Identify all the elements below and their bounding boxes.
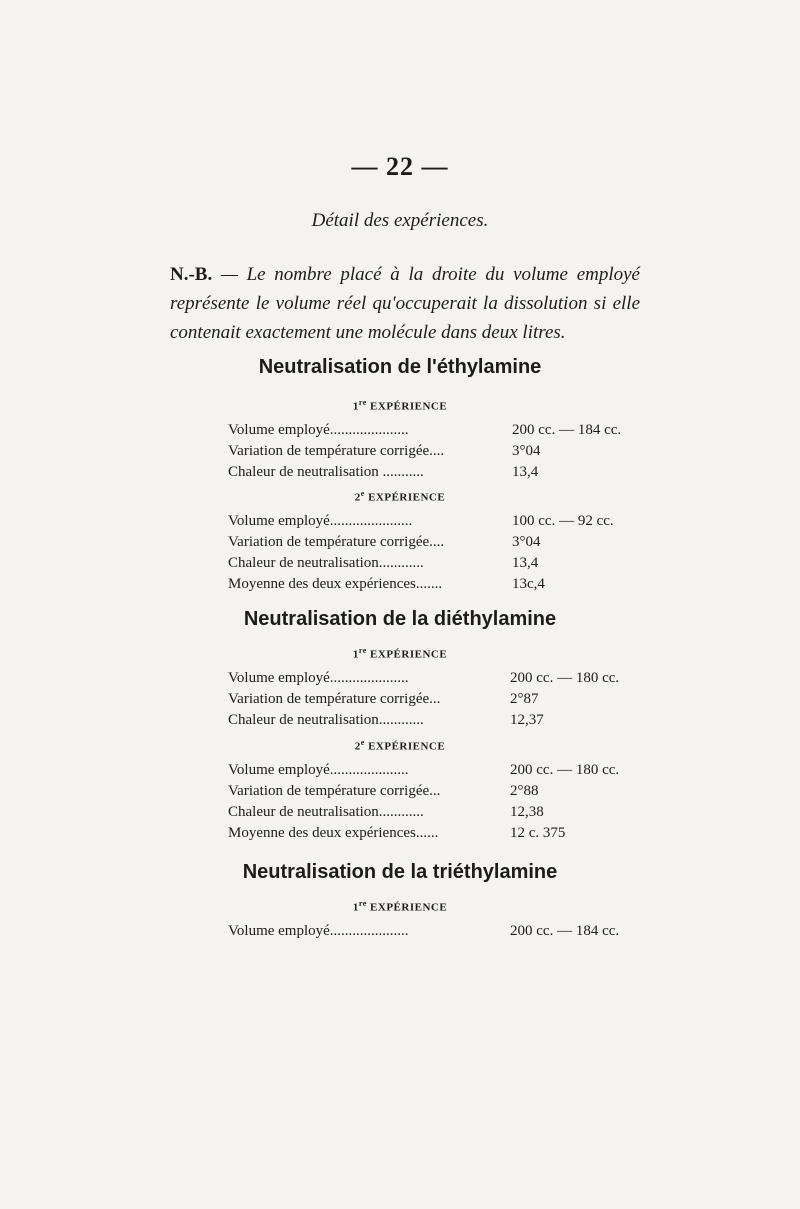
page-number: — 22 — [351,152,449,181]
row-value: 12,37 [510,712,544,728]
section-title-triethylamine: Neutralisation de la triéthylamine [242,861,558,883]
experiment-label: 1re EXPÉRIENCE [352,646,448,661]
table-row [228,710,648,731]
table-row [228,668,648,689]
row-value: 2°88 [510,783,539,799]
table-row [228,462,648,483]
table-row [228,441,648,462]
row-value: 12 c. 375 [510,825,566,841]
row-label: Chaleur de neutralisation ........... [228,464,424,480]
row-value: 200 cc. — 180 cc. [510,762,620,778]
experiment-label: 1re EXPÉRIENCE [352,398,448,413]
table-row [228,689,648,710]
note-lead: N.-B. [170,264,213,285]
row-label: Variation de température corrigée.... [228,443,445,459]
row-label: Moyenne des deux expériences...... [228,825,439,841]
row-value: 200 cc. — 180 cc. [510,670,620,686]
table-row [228,511,648,532]
note-text: — Le nombre placé à la droite du volume employé représente le volume réel qu'occuperait la dissolution si elle contenait exactement une molécule dans deux litres. [170,264,640,343]
section-title-diethylamine: Neutralisation de la diéthylamine [243,608,557,630]
experiment-label: 2e EXPÉRIENCE [354,489,446,504]
row-value: 100 cc. — 92 cc. [512,513,614,529]
row-label: Moyenne des deux expériences....... [228,576,443,592]
row-value: 3°04 [512,443,541,459]
row-label: Chaleur de neutralisation............ [228,804,424,820]
table-row [228,760,648,781]
row-label: Volume employé..................... [228,670,409,686]
row-label: Chaleur de neutralisation............ [228,712,424,728]
row-value: 12,38 [510,804,544,820]
average-row [228,823,648,844]
table-row [228,802,648,823]
table-row [228,532,648,553]
average-row [228,574,648,595]
row-value: 2°87 [510,691,539,707]
note-paragraph [170,260,640,347]
row-label: Variation de température corrigée.... [228,534,445,550]
row-value: 13c,4 [512,576,545,592]
row-value: 3°04 [512,534,541,550]
detail-title: Détail des expériences. [311,210,489,231]
row-label: Volume employé..................... [228,422,409,438]
row-value: 200 cc. — 184 cc. [510,923,620,939]
table-row [228,553,648,574]
row-label: Volume employé..................... [228,762,409,778]
row-value: 13,4 [512,555,539,571]
row-label: Chaleur de neutralisation............ [228,555,424,571]
experiment-label: 1re EXPÉRIENCE [352,899,448,914]
row-label: Variation de température corrigée... [228,783,441,799]
row-value: 200 cc. — 184 cc. [512,422,622,438]
table-row [228,420,648,441]
experiment-label: 2e EXPÉRIENCE [354,738,446,753]
table-row [228,921,648,942]
section-title-ethylamine: Neutralisation de l'éthylamine [258,356,542,378]
row-label: Volume employé...................... [228,513,413,529]
row-label: Volume employé..................... [228,923,409,939]
row-value: 13,4 [512,464,539,480]
table-row [228,781,648,802]
row-label: Variation de température corrigée... [228,691,441,707]
